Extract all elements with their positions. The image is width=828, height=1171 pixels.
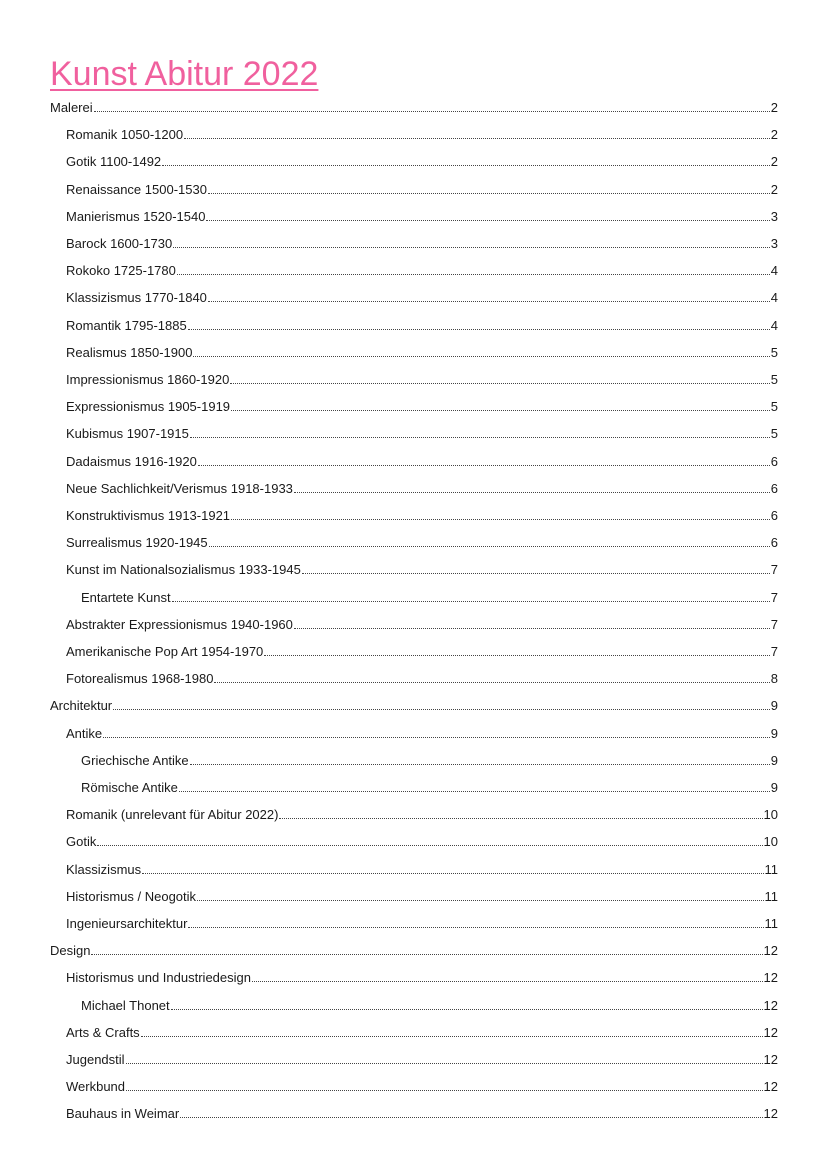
toc-entry-label: Expressionismus 1905-1919 [66,399,231,415]
toc-entry[interactable] [50,698,778,714]
dot-leader [231,508,770,520]
toc-entry[interactable] [66,290,778,306]
toc-entry-label: Barock 1600-1730 [66,236,173,251]
toc-entry-page-number: 6 [770,453,778,469]
toc-entry-label: Rokoko 1725-1780 [66,263,176,279]
toc-entry-label: Romanik 1050-1200 [66,127,184,143]
dot-leader [126,1079,763,1091]
toc-entry-page-number: 2 [770,181,778,197]
dot-leader [214,671,769,683]
toc-entry[interactable] [66,970,778,986]
toc-entry-page-number: 10 [763,807,778,823]
dot-leader [162,154,770,166]
toc-entry-label: Impressionismus 1860-1920 [66,372,230,387]
dot-leader [171,998,763,1010]
toc-entry-page-number: 8 [770,671,778,687]
toc-entry-page-number: 9 [770,780,778,795]
toc-entry-label: Renaissance 1500-1530 [66,181,207,197]
toc-entry[interactable] [66,154,778,170]
toc-entry-label: Amerikanische Pop Art 1954-1970 [66,644,264,659]
toc-entry-page-number: 12 [763,1052,778,1067]
toc-entry-label: Kubismus 1907-1915 [66,426,189,442]
toc-entry-label: Entartete Kunst [81,589,171,605]
dot-leader [94,100,770,112]
toc-entry[interactable] [66,535,778,551]
dot-leader [206,209,769,221]
toc-entry[interactable] [81,780,778,796]
toc-entry-page-number: 12 [763,997,778,1013]
toc-entry-label: Jugendstil [66,1052,125,1067]
dot-leader [231,399,770,411]
toc-entry[interactable] [66,1052,778,1068]
toc-entry-page-number: 7 [770,616,778,632]
toc-entry[interactable] [66,182,778,198]
toc-entry[interactable] [66,372,778,388]
dot-leader [193,345,769,357]
toc-entry[interactable] [50,943,778,959]
toc-entry-label: Kunst im Nationalsozialismus 1933-1945 [66,562,301,578]
dot-leader [198,454,770,466]
toc-entry-label: Abstrakter Expressionismus 1940-1960 [66,616,293,632]
toc-entry[interactable] [66,916,778,932]
toc-entry[interactable] [66,318,778,334]
toc-entry-page-number: 11 [764,916,778,931]
dot-leader [294,617,770,629]
toc-entry-label: Werkbund [66,1079,126,1095]
toc-entry-page-number: 4 [770,290,778,306]
toc-entry-page-number: 6 [770,535,778,551]
dot-leader [180,1106,762,1118]
toc-entry-label: Konstruktivismus 1913-1921 [66,508,231,523]
toc-entry-label: Ingenieursarchitektur [66,916,188,931]
toc-entry[interactable] [66,454,778,470]
dot-leader [209,535,770,547]
toc-entry-page-number: 9 [770,752,778,768]
toc-entry-label: Bauhaus in Weimar [66,1106,180,1122]
toc-entry-page-number: 5 [770,426,778,442]
toc-entry-label: Arts & Crafts [66,1024,140,1040]
toc-entry[interactable] [50,100,778,116]
dot-leader [103,726,770,738]
toc-entry-page-number: 7 [770,589,778,605]
toc-entry-page-number: 12 [763,970,778,986]
dot-leader [190,426,770,438]
toc-entry[interactable] [66,889,778,905]
dot-leader [177,263,770,275]
toc-entry-label: Gotik 1100-1492 [66,154,162,170]
toc-entry-page-number: 4 [770,263,778,279]
toc-entry-page-number: 2 [770,100,778,115]
toc-entry-page-number: 3 [770,236,778,251]
toc-entry-page-number: 7 [770,562,778,578]
toc-entry[interactable] [66,1079,778,1095]
dot-leader [208,290,770,302]
toc-entry[interactable] [66,263,778,279]
dot-leader [208,182,770,194]
toc-entry-page-number: 10 [763,834,778,850]
toc-entry[interactable] [66,1106,778,1122]
toc-entry[interactable] [66,726,778,742]
toc-entry-label: Klassizismus 1770-1840 [66,290,207,306]
toc-entry-label: Romanik (unrelevant für Abitur 2022) [66,807,279,823]
dot-leader [172,590,770,602]
toc-entry[interactable] [66,1025,778,1041]
dot-leader [126,1052,763,1064]
toc-entry[interactable] [66,644,778,660]
toc-entry-label: Neue Sachlichkeit/Verismus 1918-1933 [66,480,293,496]
toc-entry-page-number: 12 [763,1079,778,1095]
dot-leader [91,943,762,955]
toc-entry-label: Historismus / Neogotik [66,888,197,904]
toc-entry-label: Architektur [50,698,113,714]
toc-entry-label: Romantik 1795-1885 [66,317,187,333]
toc-entry-label: Griechische Antike [81,752,189,768]
toc-entry-page-number: 2 [770,127,778,143]
toc-entry-label: Historismus und Industriedesign [66,970,251,986]
toc-entry-page-number: 3 [770,208,778,224]
toc-entry-label: Gotik [66,834,97,850]
dot-leader [190,753,770,765]
toc-entry-label: Antike [66,725,103,741]
dot-leader [184,127,770,139]
dot-leader [179,780,770,792]
dot-leader [197,889,763,901]
toc-entry-page-number: 12 [763,943,778,959]
toc-entry[interactable] [66,426,778,442]
toc-entry[interactable] [81,998,778,1014]
toc-entry-page-number: 5 [770,399,778,415]
toc-entry-page-number: 6 [770,480,778,496]
toc-entry-page-number: 4 [770,317,778,333]
toc-entry-page-number: 9 [770,725,778,741]
toc-entry[interactable] [66,862,778,878]
toc-entry-label: Realismus 1850-1900 [66,344,193,360]
toc-entry[interactable] [66,807,778,823]
toc-entry-label: Römische Antike [81,780,178,795]
toc-entry[interactable] [66,236,778,252]
toc-entry[interactable] [66,209,778,225]
toc-entry[interactable] [66,345,778,361]
toc-entry[interactable] [81,590,778,606]
toc-entry-label: Surrealismus 1920-1945 [66,535,208,551]
toc-entry[interactable] [66,399,778,415]
toc-entry-label: Design [50,943,91,959]
toc-entry[interactable] [66,508,778,524]
toc-entry-label: Malerei [50,100,93,115]
dot-leader [141,1025,763,1037]
toc-entry-page-number: 5 [770,344,778,360]
toc-entry-page-number: 9 [770,698,778,714]
toc-entry-label: Manierismus 1520-1540 [66,208,206,224]
toc-entry-page-number: 5 [770,372,778,387]
dot-leader [142,862,763,874]
toc-entry[interactable] [66,834,778,850]
toc-entry-page-number: 11 [764,888,778,904]
dot-leader [188,318,770,330]
toc-entry[interactable] [81,753,778,769]
toc-entry-label: Dadaismus 1916-1920 [66,453,197,469]
toc-entry-page-number: 12 [763,1106,778,1122]
toc-entry-label: Fotorealismus 1968-1980 [66,671,214,687]
toc-entry[interactable] [66,671,778,687]
toc-entry-page-number: 11 [764,861,778,877]
dot-leader [302,562,770,574]
toc-entry-page-number: 2 [770,154,778,170]
dot-leader [230,372,769,384]
toc-entry-page-number: 6 [770,508,778,523]
toc-entry-page-number: 7 [770,644,778,659]
toc-entry[interactable] [66,127,778,143]
dot-leader [188,916,763,928]
dot-leader [113,698,770,710]
toc-entry[interactable] [66,617,778,633]
toc-entry-page-number: 12 [763,1024,778,1040]
dot-leader [97,834,762,846]
toc-entry[interactable] [66,562,778,578]
dot-leader [279,807,762,819]
dot-leader [264,644,769,656]
toc-entry-label: Michael Thonet [81,997,170,1013]
dot-leader [252,970,763,982]
toc-entry[interactable] [66,481,778,497]
dot-leader [294,481,770,493]
document-title: Kunst Abitur 2022 [50,55,319,93]
toc-entry-label: Klassizismus [66,861,142,877]
dot-leader [173,236,770,248]
